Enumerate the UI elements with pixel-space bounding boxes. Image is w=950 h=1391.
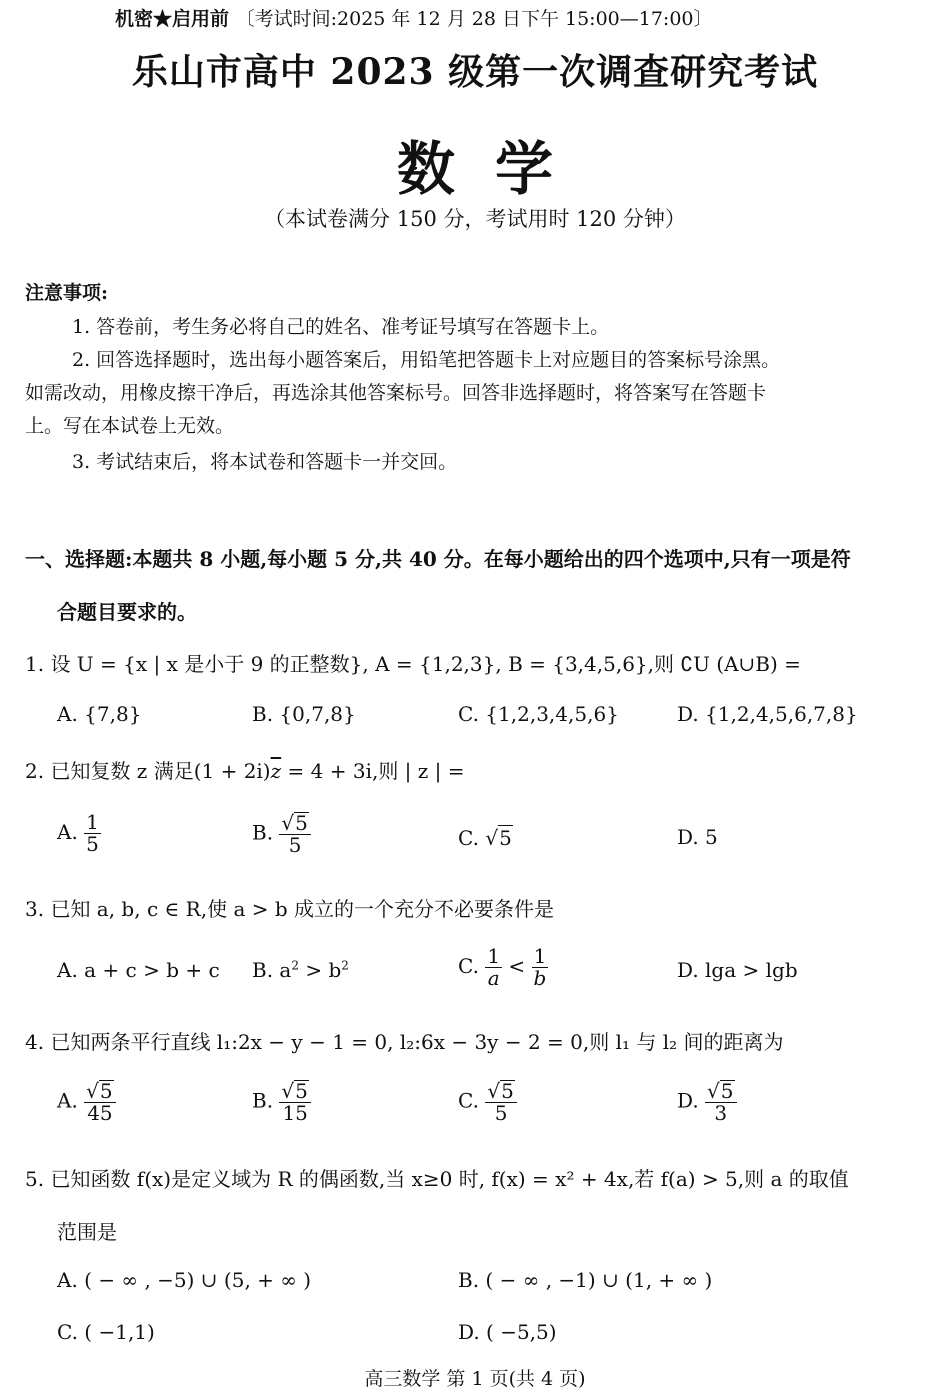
- numerator: [279, 812, 310, 835]
- fraction: [532, 946, 549, 989]
- question-3-option-b: [252, 958, 349, 982]
- option-label: B.: [252, 1088, 274, 1113]
- numerator: [84, 1080, 115, 1103]
- question-4-option-c: [458, 1080, 517, 1124]
- question-5-option-c: C. ( −1,1): [57, 1320, 155, 1344]
- question-3-option-a: A. a + c > b + c: [57, 958, 220, 982]
- denominator: 3: [714, 1101, 728, 1125]
- notice-item-2-line-1: 2. 回答选择题时，选出每小题答案后，用铅笔把答题卡上对应题目的答案标号涂黑。: [72, 349, 781, 371]
- question-2-option-c: [458, 825, 513, 850]
- option-label: A.: [57, 1088, 78, 1113]
- notice-title: 注意事项:: [25, 282, 109, 304]
- denominator: 45: [87, 1101, 113, 1125]
- sqrt: [707, 1080, 734, 1102]
- question-5-option-d: D. ( −5,5): [458, 1320, 557, 1344]
- numerator: 1: [86, 810, 99, 834]
- question-4-option-b: [252, 1080, 311, 1124]
- fraction: [279, 812, 310, 856]
- numerator: [279, 1080, 310, 1103]
- question-2-z-bar: $\overline{z}$: [270, 759, 282, 783]
- question-2-stem-a: 2. 已知复数 z 满足(1 + 2i): [25, 759, 271, 783]
- sqrt: [485, 825, 512, 850]
- section-heading-line-2: 合题目要求的。: [57, 600, 197, 624]
- question-1-option-c: C. {1,2,3,4,5,6}: [458, 702, 619, 726]
- notice-item-3: 3. 考试结束后，将本试卷和答题卡一并交回。: [72, 451, 458, 473]
- radical-sign: √: [487, 1079, 501, 1103]
- option-label: C.: [458, 826, 479, 850]
- option-label: C.: [458, 1088, 479, 1113]
- radicand: 5: [295, 1079, 308, 1103]
- exam-title: 乐山市高中 2023 级第一次调查研究考试: [131, 51, 819, 93]
- sqrt: [86, 1080, 113, 1102]
- question-5-option-b: B. ( − ∞ , −1) ∪ (1, + ∞ ): [458, 1268, 713, 1292]
- question-3-option-c: [458, 946, 548, 989]
- question-1-stem: 1. 设 U = {x | x 是小于 9 的正整数}, A = {1,2,3}, B = {3,4,5,6},则 ∁U (A∪B) =: [25, 652, 801, 676]
- page-footer: 高三数学 第 1 页(共 4 页): [364, 1368, 586, 1390]
- numerator: 1: [533, 944, 547, 968]
- radical-sign: √: [485, 826, 499, 850]
- radicand: 5: [499, 826, 512, 850]
- question-4-stem: 4. 已知两条平行直线 l₁:2x − y − 1 = 0, l₂:6x − 3y − 2 = 0,则 l₁ 与 l₂ 间的距离为: [25, 1030, 784, 1054]
- radical-sign: √: [86, 1079, 99, 1103]
- option-label: A.: [57, 820, 78, 844]
- option-label: B.: [252, 820, 274, 845]
- numerator: [705, 1080, 736, 1103]
- less-than: <: [508, 954, 526, 978]
- fraction: [705, 1080, 736, 1124]
- question-5-option-a: A. ( − ∞ , −5) ∪ (5, + ∞ ): [57, 1268, 312, 1292]
- fraction: [485, 1080, 516, 1124]
- fraction: [279, 1080, 310, 1124]
- denominator: 5: [494, 1101, 508, 1125]
- question-1-option-d: D. {1,2,4,5,6,7,8}: [677, 702, 858, 726]
- option-label: C.: [458, 954, 479, 978]
- fraction: [485, 946, 502, 989]
- radical-sign: √: [281, 1079, 295, 1103]
- option-b-text: B. a: [252, 958, 292, 982]
- sqrt: [281, 1080, 308, 1102]
- denominator: 5: [288, 833, 302, 857]
- question-2-option-a: [57, 812, 101, 855]
- superscript: 2: [341, 958, 349, 973]
- fraction: [84, 1080, 115, 1124]
- fraction: [84, 812, 101, 855]
- denominator: 15: [282, 1101, 308, 1125]
- question-2-stem: [25, 755, 465, 784]
- header-line: [115, 4, 713, 31]
- notice-item-2-line-3: 上。写在本试卷上无效。: [25, 415, 235, 437]
- notice-item-1: 1. 答卷前，考生务必将自己的姓名、准考证号填写在答题卡上。: [72, 316, 610, 338]
- radicand: 5: [99, 1079, 113, 1103]
- question-5-stem-line-2: 范围是: [57, 1220, 117, 1244]
- denominator: a: [487, 966, 500, 990]
- radicand: 5: [501, 1079, 514, 1103]
- denominator: 5: [86, 832, 99, 856]
- question-1-option-b: B. {0,7,8}: [252, 702, 356, 726]
- subject-title: 数学: [396, 135, 593, 203]
- numerator: 1: [487, 944, 501, 968]
- section-heading-line-1: 一、选择题:本题共 8 小题,每小题 5 分,共 40 分。在每小题给出的四个选项中,只有一项是符: [25, 547, 851, 571]
- radicand: 5: [295, 811, 308, 835]
- question-2-option-b: [252, 812, 311, 856]
- score-note: （本试卷满分 150 分，考试用时 120 分钟）: [264, 207, 686, 231]
- radical-sign: √: [707, 1079, 720, 1103]
- radicand: 5: [720, 1079, 734, 1103]
- question-4-option-d: [677, 1080, 737, 1124]
- sqrt: [281, 812, 308, 834]
- question-5-stem-line-1: 5. 已知函数 f(x)是定义域为 R 的偶函数,当 x≥0 时, f(x) = x² + 4x,若 f(a) > 5,则 a 的取值: [25, 1167, 849, 1191]
- question-2-stem-b: = 4 + 3i,则 | z | =: [281, 759, 465, 783]
- sqrt: [487, 1080, 514, 1102]
- numerator: [485, 1080, 516, 1103]
- notice-item-2-line-2: 如需改动，用橡皮擦干净后，再选涂其他答案标号。回答非选择题时，将答案写在答题卡: [25, 382, 767, 404]
- question-2-option-d: D. 5: [677, 825, 718, 849]
- confidential-label: 机密★启用前: [115, 8, 230, 30]
- option-b-text: > b: [298, 958, 342, 982]
- question-3-option-d: D. lga > lgb: [677, 958, 798, 982]
- radical-sign: √: [281, 811, 295, 835]
- question-4-option-a: [57, 1080, 116, 1124]
- question-1-option-a: A. {7,8}: [57, 702, 142, 726]
- option-label: D.: [677, 1088, 699, 1113]
- exam-time: 〔考试时间:2025 年 12 月 28 日下午 15:00—17:00〕: [235, 8, 713, 30]
- denominator: b: [533, 966, 547, 990]
- superscript: 2: [291, 958, 299, 973]
- question-3-stem: 3. 已知 a, b, c ∈ R,使 a > b 成立的一个充分不必要条件是: [25, 897, 555, 921]
